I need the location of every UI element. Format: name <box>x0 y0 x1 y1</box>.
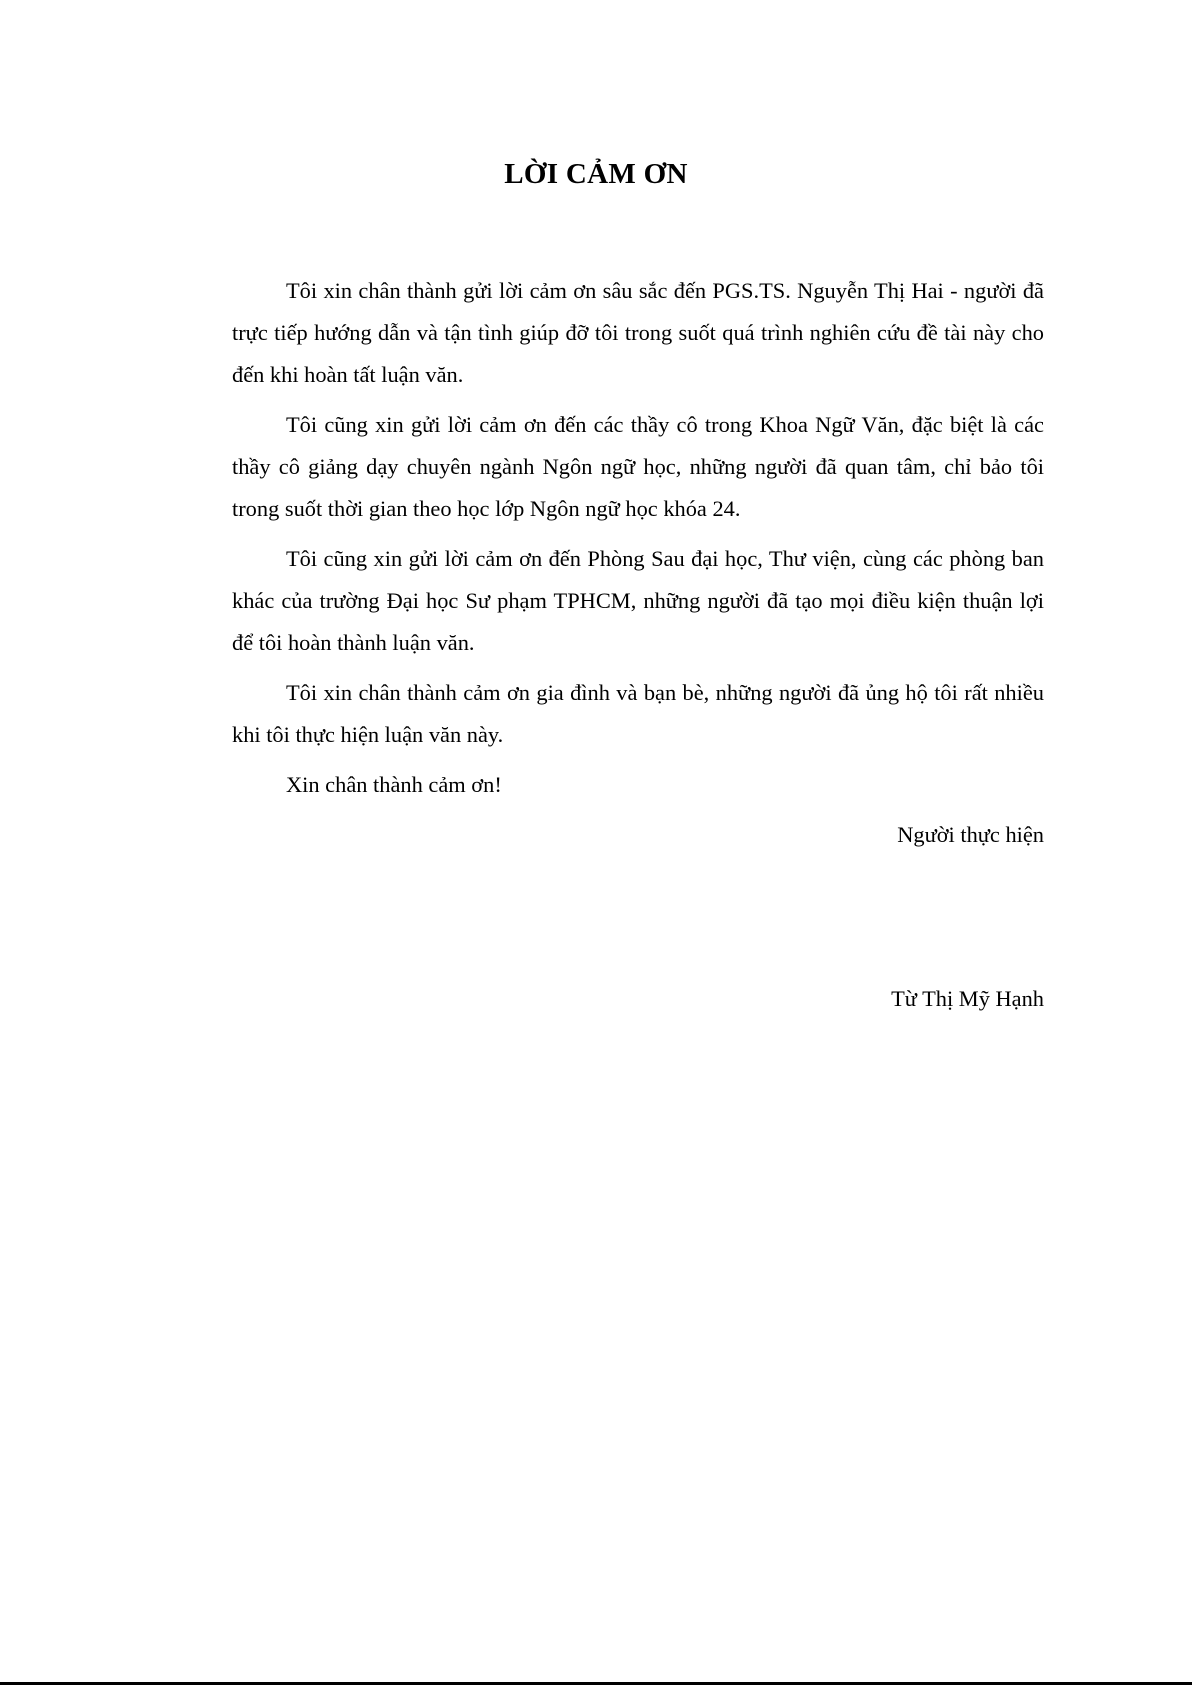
paragraph-3: Tôi cũng xin gửi lời cảm ơn đến Phòng Sau đại học, Thư viện, cùng các phòng ban khác của trường Đại học Sư phạm TPHCM, những người đã tạo mọi điều kiện thuận lợi để tôi hoàn thành luận văn. <box>232 546 1044 655</box>
signer-role: Người thực hiện <box>897 822 1044 847</box>
page-title: LỜI CẢM ƠN <box>504 158 688 190</box>
closing-line: Xin chân thành cảm ơn! <box>286 772 502 797</box>
acknowledgement-body <box>232 270 1044 856</box>
signer-name: Từ Thị Mỹ Hạnh <box>891 986 1044 1011</box>
paragraph-2: Tôi cũng xin gửi lời cảm ơn đến các thầy cô trong Khoa Ngữ Văn, đặc biệt là các thầy cô giảng dạy chuyên ngành Ngôn ngữ học, những người đã quan tâm, chỉ bảo tôi trong suốt thời gian theo học lớp Ngôn ngữ học khóa 24. <box>232 412 1044 521</box>
paragraph-4: Tôi xin chân thành cảm ơn gia đình và bạn bè, những người đã ủng hộ tôi rất nhiều khi tôi thực hiện luận văn này. <box>232 680 1044 747</box>
paragraph-1: Tôi xin chân thành gửi lời cảm ơn sâu sắc đến PGS.TS. Nguyễn Thị Hai - người đã trực tiếp hướng dẫn và tận tình giúp đỡ tôi trong suốt quá trình nghiên cứu đề tài này cho đến khi hoàn tất luận văn. <box>232 278 1044 387</box>
